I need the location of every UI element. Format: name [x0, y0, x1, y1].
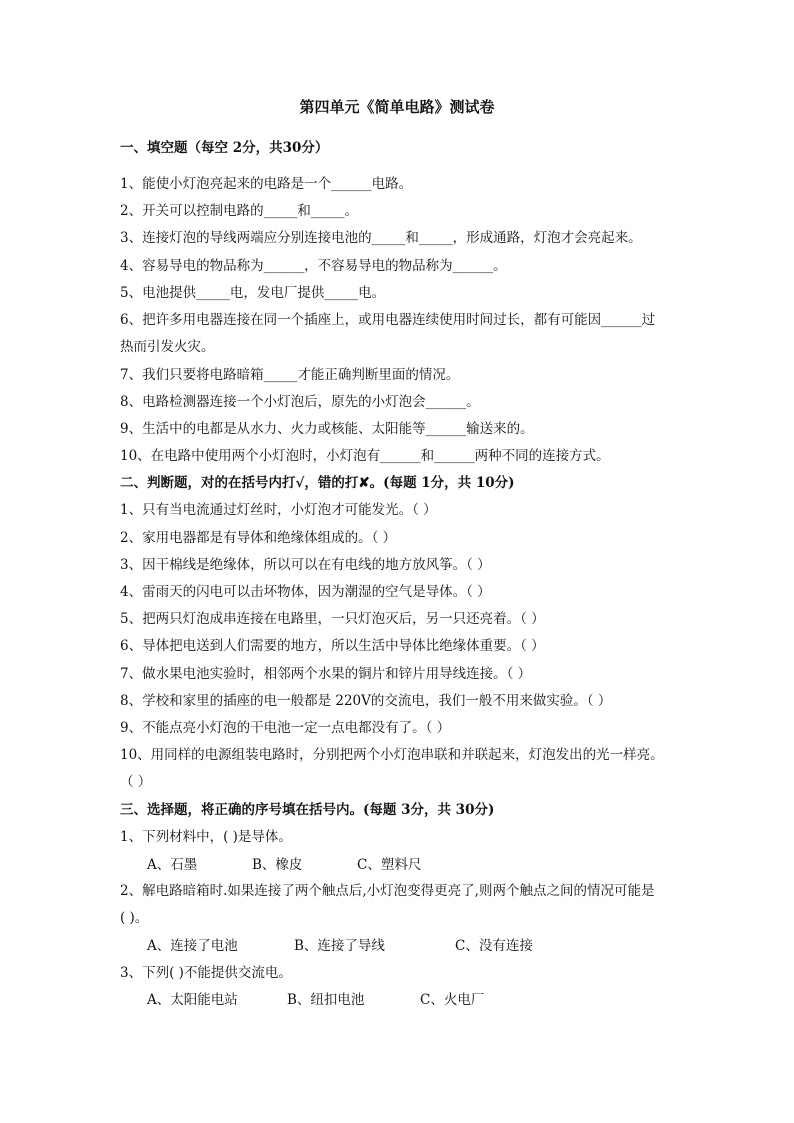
fill-in-question-9: 9、生活中的电都是从水力、火力或核能、太阳能等______输送来的。 [120, 421, 534, 437]
fill-in-question-5: 5、电池提供_____电，发电厂提供_____电。 [120, 285, 386, 301]
true-false-question-10-answer-bracket: （ ） [120, 774, 152, 790]
true-false-question-5: 5、把两只灯泡成串连接在电路里，一只灯泡灭后，另一只还亮着。（ ） [120, 611, 545, 627]
section-heading-multiple-choice: 三、选择题，将正确的序号填在括号内。(每题 3分，共 30分) [120, 802, 495, 818]
choice-question-1-option-a: A、石墨 [147, 857, 198, 873]
fill-in-question-1: 1、能使小灯泡亮起来的电路是一个______电路。 [120, 176, 413, 192]
true-false-question-10: 10、用同样的电源组装电路时，分别把两个小灯泡串联和并联起来，灯泡发出的光一样亮。 [120, 747, 664, 763]
choice-question-2-option-c: C、没有连接 [455, 938, 533, 954]
fill-in-question-6-continued: 热而引发火灾。 [120, 339, 215, 355]
true-false-question-8: 8、学校和家里的插座的电一般都是 220V的交流电，我们一般不用来做实验。（ ） [120, 693, 612, 709]
true-false-question-4: 4、雷雨天的闪电可以击坏物体，因为潮湿的空气是导体。（ ） [120, 584, 491, 600]
fill-in-question-10: 10、在电路中使用两个小灯泡时，小灯泡有______和______两种不同的连接方式。 [120, 448, 610, 464]
fill-in-question-8: 8、电路检测器连接一个小灯泡后，原先的小灯泡会______。 [120, 394, 480, 410]
fill-in-question-6: 6、把许多用电器连接在同一个插座上，或用电器连续使用时间过长，都有可能因______过 [120, 312, 656, 328]
choice-question-3-option-c: C、火电厂 [420, 992, 485, 1008]
choice-question-2-answer-bracket: ( )。 [120, 910, 149, 926]
choice-question-1-option-b: B、橡皮 [252, 857, 303, 873]
section-heading-true-false: 二、判断题，对的在括号内打√，错的打✘。(每题 1分，共 10分) [120, 475, 515, 491]
fill-in-question-3: 3、连接灯泡的导线两端应分别连接电池的_____和_____，形成通路，灯泡才会亮起来。 [120, 230, 642, 246]
fill-in-question-4: 4、容易导电的物品称为______，不容易导电的物品称为______。 [120, 258, 507, 274]
true-false-question-6: 6、导体把电送到人们需要的地方，所以生活中导体比绝缘体重要。（ ） [120, 638, 545, 654]
true-false-question-3: 3、因干棉线是绝缘体，所以可以在有电线的地方放风筝。（ ） [120, 557, 491, 573]
page-title: 第四单元《简单电路》测试卷 [299, 98, 495, 116]
choice-question-2-option-a: A、连接了电池 [147, 938, 238, 954]
true-false-question-2: 2、家用电器都是有导体和绝缘体组成的。（ ） [120, 530, 397, 546]
choice-question-2-option-b: B、连接了导线 [294, 938, 385, 954]
section-heading-fill-in: 一、填空题（每空 2分，共30分） [120, 140, 329, 156]
true-false-question-7: 7、做水果电池实验时，相邻两个水果的铜片和锌片用导线连接。（ ） [120, 666, 532, 682]
choice-question-1: 1、下列材料中，( )是导体。 [120, 829, 292, 845]
fill-in-question-7: 7、我们只要将电路暗箱_____才能正确判断里面的情况。 [120, 367, 460, 383]
choice-question-3: 3、下列( )不能提供交流电。 [120, 965, 292, 981]
choice-question-1-option-c: C、塑料尺 [357, 857, 422, 873]
true-false-question-9: 9、不能点亮小灯泡的干电池一定一点电都没有了。（ ） [120, 720, 451, 736]
choice-question-3-option-a: A、太阳能电站 [147, 992, 238, 1008]
choice-question-2: 2、解电路暗箱时.如果连接了两个触点后,小灯泡变得更亮了,则两个触点之间的情况可能是 [120, 883, 655, 899]
choice-question-3-option-b: B、纽扣电池 [287, 992, 365, 1008]
fill-in-question-2: 2、开关可以控制电路的_____和_____。 [120, 203, 359, 219]
true-false-question-1: 1、只有当电流通过灯丝时，小灯泡才可能发光。（ ） [120, 502, 437, 518]
